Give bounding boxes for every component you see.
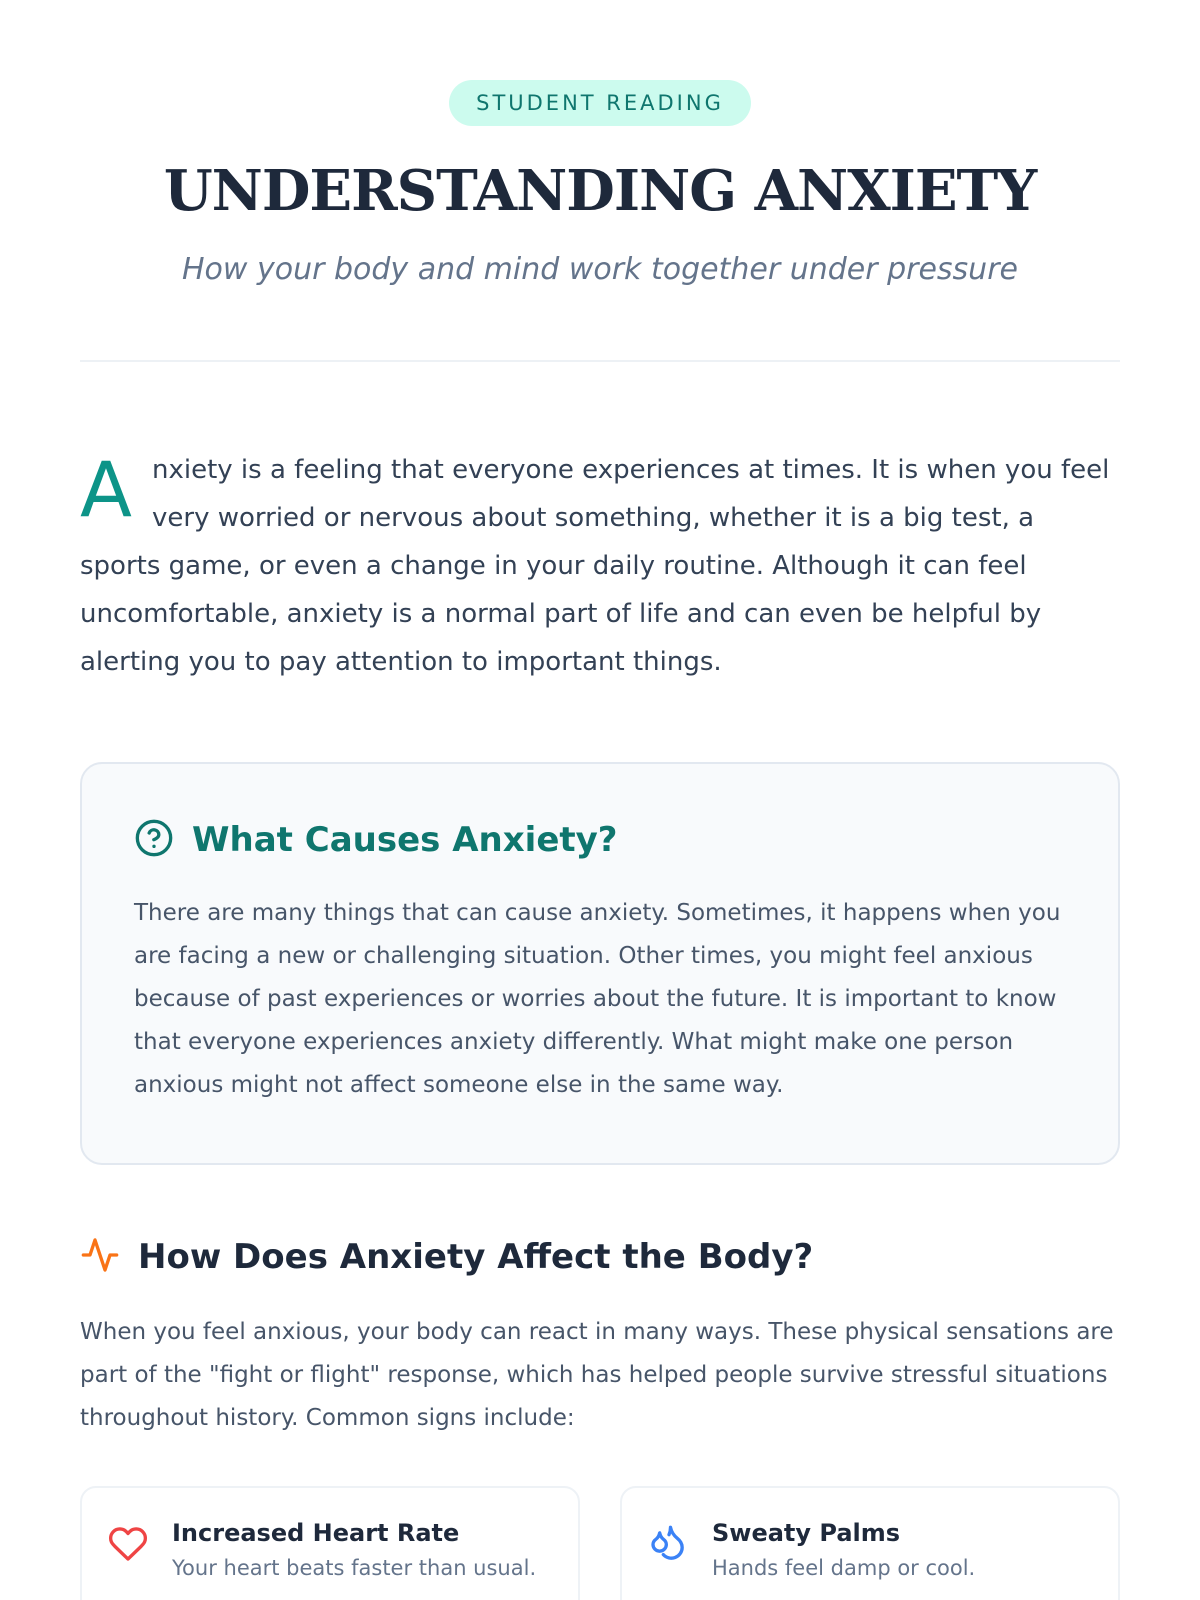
sign-content (172, 1516, 536, 1584)
body-effects-heading: How Does Anxiety Affect the Body? (138, 1237, 814, 1277)
causes-heading-row (134, 816, 1066, 864)
sign-card-heart-rate (80, 1486, 580, 1600)
badge-wrap (80, 0, 1120, 126)
pulse-icon (80, 1235, 120, 1279)
sign-card-sweaty-palms (620, 1486, 1120, 1600)
droplets-icon (648, 1524, 688, 1568)
sign-desc: Hands feel damp or cool. (712, 1556, 976, 1580)
page-subtitle: How your body and mind work together under pressure (182, 252, 1018, 287)
heart-icon (108, 1524, 148, 1568)
causes-text: There are many things that can cause anxiety. Sometimes, it happens when you are facing a new or challenging situation. Other times, you might feel anxious because of past experiences or worries about the future. It is important to know that everyone experiences anxiety differently. What might make one person anxious might not affect someone else in the same way. (134, 900, 1061, 1098)
category-badge: STUDENT READING (449, 80, 751, 126)
intro-paragraph (80, 446, 1120, 686)
sign-title: Sweaty Palms (712, 1519, 901, 1547)
causes-callout (80, 762, 1120, 1165)
signs-grid (80, 1486, 1120, 1600)
sign-title: Increased Heart Rate (172, 1519, 460, 1547)
page-title: UNDERSTANDING ANXIETY (163, 158, 1037, 224)
question-circle-icon (134, 818, 174, 862)
causes-heading: What Causes Anxiety? (192, 820, 618, 860)
body-effects-text: When you feel anxious, your body can react in many ways. These physical sensations are part of the "fight or flight" response, which has helped people survive stressful situations throughout history. Common signs include: (80, 1319, 1114, 1431)
intro-text: nxiety is a feeling that everyone experiences at times. It is when you feel very worried or nervous about something, whether it is a big test, a sports game, or even a change in your daily routine. Although it can feel uncomfortable, anxiety is a normal part of life and can even be helpful by alerting you to pay attention to important things. (80, 455, 1110, 677)
body-effects-heading-row (80, 1233, 1120, 1281)
sign-desc: Your heart beats faster than usual. (172, 1556, 537, 1580)
drop-cap: A (80, 446, 132, 534)
header-divider (80, 360, 1120, 362)
sign-content (712, 1516, 975, 1584)
